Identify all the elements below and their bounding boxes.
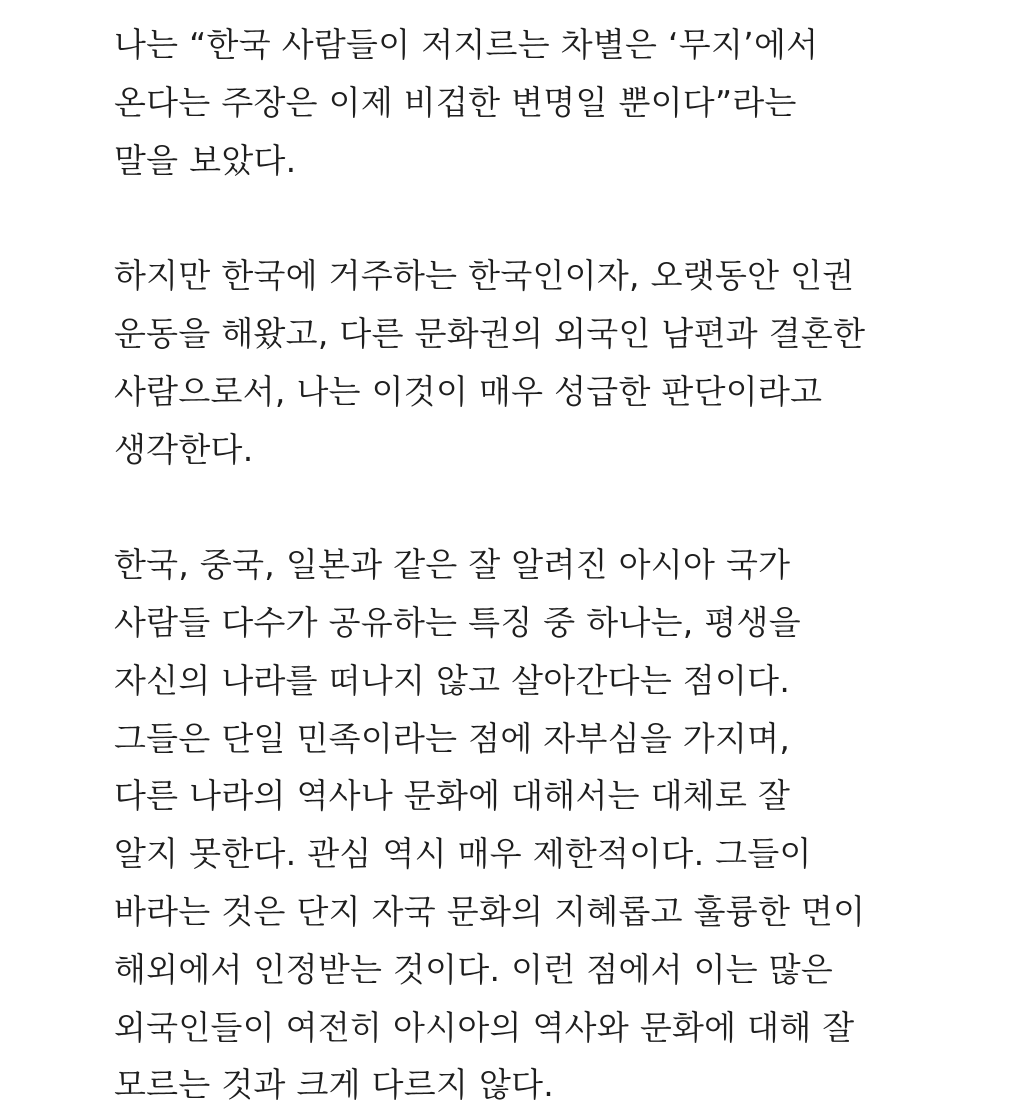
paragraph-3 (114, 536, 1014, 1114)
text-line: 그들은 단일 민족이라는 점에 자부심을 가지며, (114, 718, 791, 758)
text-line: 운동을 해왔고, 다른 문화권의 외국인 남편과 결혼한 (114, 313, 866, 353)
text-line: 외국인들이 여전히 아시아의 역사와 문화에 대해 잘 (114, 1007, 855, 1047)
text-line: 바라는 것은 단지 자국 문화의 지혜롭고 훌륭한 면이 (114, 891, 866, 931)
text-line: 온다는 주장은 이제 비겁한 변명일 뿐이다”라는 (114, 82, 797, 122)
text-line: 하지만 한국에 거주하는 한국인이자, 오랫동안 인권 (114, 256, 855, 296)
text-line: 다른 나라의 역사나 문화에 대해서는 대체로 잘 (114, 776, 791, 816)
text-line: 알지 못한다. 관심 역시 매우 제한적이다. 그들이 (114, 834, 812, 874)
text-line: 말을 보았다. (114, 140, 297, 180)
text-line: 해외에서 인정받는 것이다. 이런 점에서 이는 많은 (114, 949, 834, 989)
paragraph-2 (114, 247, 1014, 478)
text-line: 한국, 중국, 일본과 같은 잘 알려진 아시아 국가 (114, 545, 791, 585)
text-line: 모르는 것과 크게 다르지 않다. (114, 1065, 555, 1105)
paragraph-gap (114, 189, 1014, 247)
text-line: 사람으로서, 나는 이것이 매우 성급한 판단이라고 (114, 371, 823, 411)
text-line: 생각한다. (114, 429, 254, 469)
paragraph-gap (114, 478, 1014, 536)
text-line: 사람들 다수가 공유하는 특징 중 하나는, 평생을 (114, 602, 801, 642)
text-line: 나는 “한국 사람들이 저지르는 차별은 ‘무지’에서 (114, 25, 819, 64)
text-line: 자신의 나라를 떠나지 않고 살아간다는 점이다. (114, 660, 791, 700)
article-body (114, 16, 1014, 1114)
paragraph-1 (114, 16, 1014, 189)
